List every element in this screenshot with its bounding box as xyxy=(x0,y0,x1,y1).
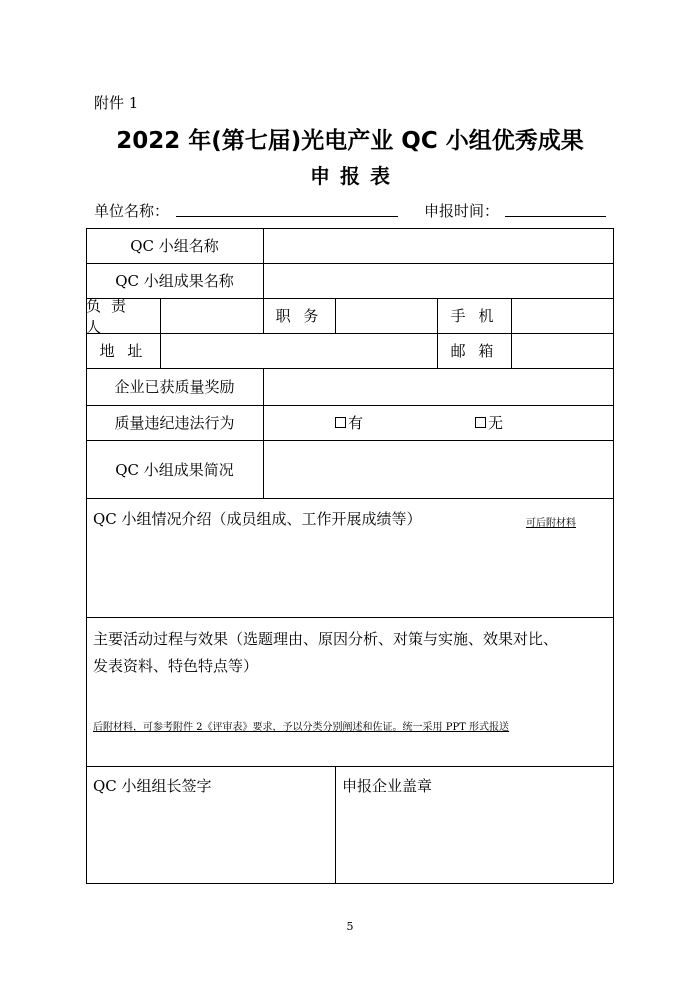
yes-label: 有 xyxy=(348,414,364,432)
leader-signature-area[interactable] xyxy=(87,800,334,882)
email-label: 邮 箱 xyxy=(450,342,498,360)
unit-name-label: 单位名称： xyxy=(94,202,170,220)
process-label-line2: 发表资料、特色特点等） xyxy=(93,657,259,675)
person-label: 负责人 xyxy=(86,296,137,336)
yes-checkbox[interactable] xyxy=(335,417,346,428)
violation-no-option[interactable] xyxy=(475,405,535,440)
intro-note: 可后附材料 xyxy=(526,518,576,529)
date-field[interactable] xyxy=(505,216,606,217)
page-title: 2022 年(第七届)光电产业 QC 小组优秀成果 xyxy=(116,128,584,154)
address-label: 地 址 xyxy=(99,342,147,360)
attachment-label: 附件 1 xyxy=(94,94,139,112)
group-name-label: QC 小组名称 xyxy=(130,237,219,255)
phone-label: 手 机 xyxy=(450,307,498,325)
violation-label: 质量违纪违法行为 xyxy=(114,414,235,432)
unit-name-field[interactable] xyxy=(176,216,398,217)
no-checkbox[interactable] xyxy=(475,417,486,428)
violation-yes-option[interactable] xyxy=(335,405,395,440)
result-name-field[interactable] xyxy=(264,264,613,298)
summary-field[interactable] xyxy=(264,441,613,498)
page-subtitle: 申报表 xyxy=(310,164,400,188)
summary-label: QC 小组成果简况 xyxy=(115,460,234,479)
address-field[interactable] xyxy=(161,334,437,368)
company-seal-label: 申报企业盖章 xyxy=(342,777,433,795)
awards-label: 企业已获质量奖励 xyxy=(114,378,235,396)
person-field[interactable] xyxy=(161,299,263,333)
group-name-field[interactable] xyxy=(264,229,613,263)
company-seal-area[interactable] xyxy=(336,800,612,882)
intro-label: QC 小组情况介绍（成员组成、工作开展成绩等） xyxy=(93,510,422,528)
awards-field[interactable] xyxy=(264,369,613,405)
date-label: 申报时间： xyxy=(424,202,500,220)
process-note: 后附材料，可参考附件 2《评审表》要求，予以分类分别阐述和佐证。统一采用 PPT 形式报送 xyxy=(93,722,510,733)
process-label-line1: 主要活动过程与效果（选题理由、原因分析、对策与实施、效果对比、 xyxy=(93,630,559,648)
position-field[interactable] xyxy=(336,299,437,333)
no-label: 无 xyxy=(488,414,504,432)
position-label: 职 务 xyxy=(275,307,323,325)
result-name-label: QC 小组成果名称 xyxy=(115,272,234,290)
email-field[interactable] xyxy=(512,334,613,368)
phone-field[interactable] xyxy=(512,299,613,333)
leader-signature-label: QC 小组组长签字 xyxy=(93,777,212,795)
page-number: 5 xyxy=(346,920,354,933)
